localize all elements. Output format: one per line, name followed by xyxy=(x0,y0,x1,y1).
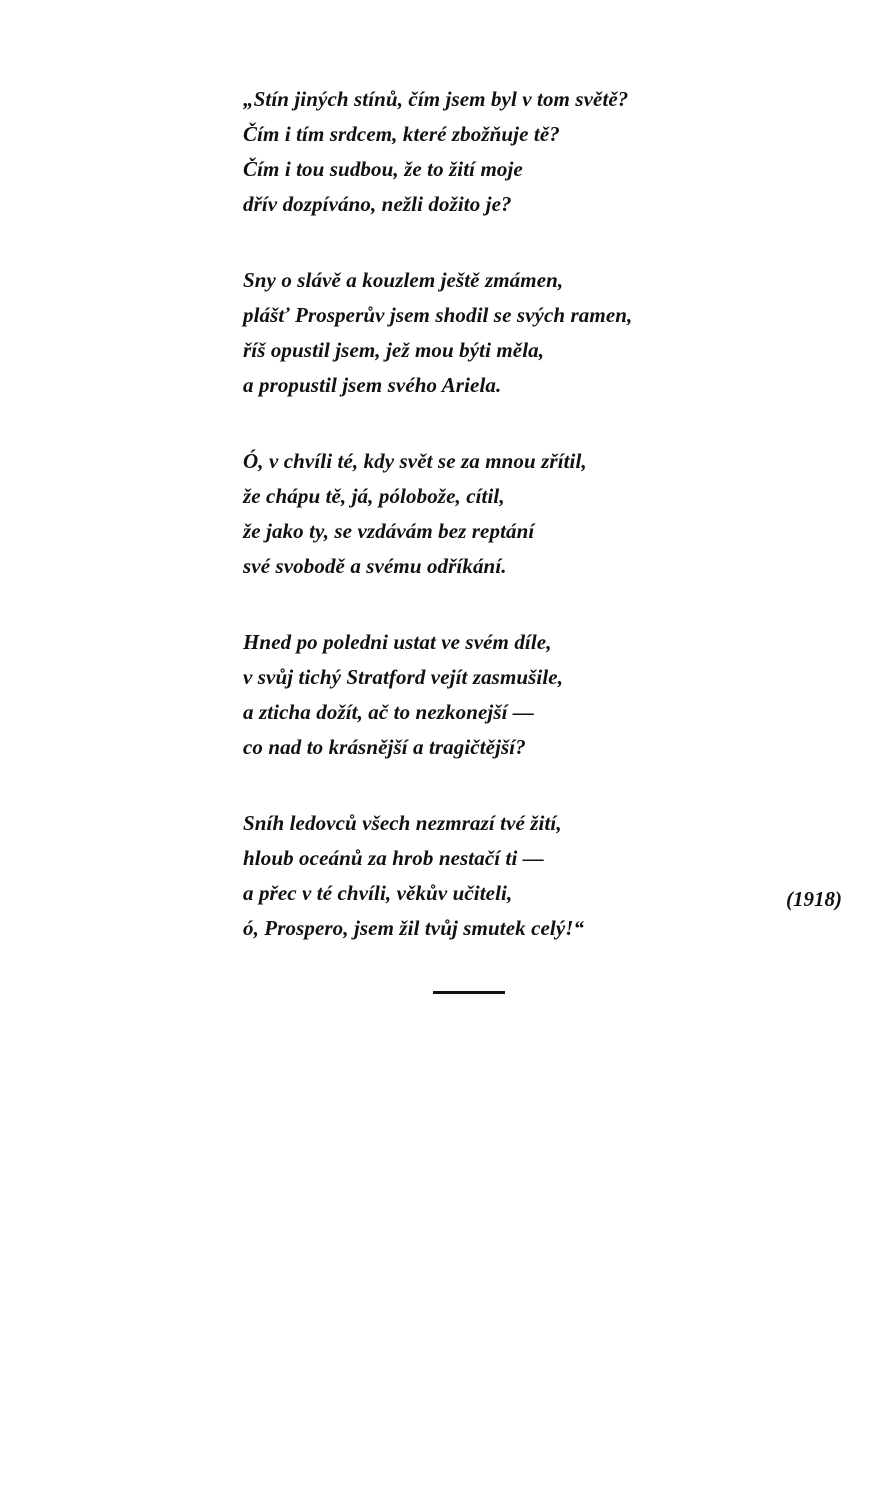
poem-line: ó, Prospero, jsem žil tvůj smutek celý!“ xyxy=(243,916,585,940)
stanza-3 xyxy=(243,444,803,584)
poem-line: že jako ty, se vzdávám bez reptání xyxy=(243,519,535,543)
poem-line: Sníh ledovců všech nezmrazí tvé žití, xyxy=(243,811,562,835)
poem-line: dřív dozpíváno, nežli dožito je? xyxy=(243,192,512,216)
poem-line: Ó, v chvíli té, kdy svět se za mnou zřítil, xyxy=(243,449,587,473)
stanza-1 xyxy=(243,82,803,222)
poem xyxy=(243,82,803,987)
stanza-2 xyxy=(243,263,803,403)
poem-year: (1918) xyxy=(786,887,842,911)
poem-line: Sny o slávě a kouzlem ještě zmámen, xyxy=(243,268,564,292)
poem-line: a propustil jsem svého Ariela. xyxy=(243,373,502,397)
poem-line: Hned po poledni ustat ve svém díle, xyxy=(243,630,552,654)
poem-line: v svůj tichý Stratford vejít zasmušile, xyxy=(243,665,564,689)
poem-line: plášť Prosperův jsem shodil se svých ramen, xyxy=(243,303,633,327)
poem-line: že chápu tě, já, pólobože, cítil, xyxy=(243,484,505,508)
poem-line: své svobodě a svému odříkání. xyxy=(243,554,507,578)
poem-line: Čím i tím srdcem, které zbožňuje tě? xyxy=(243,122,560,146)
poem-line: říš opustil jsem, jež mou býti měla, xyxy=(243,338,545,362)
poem-line: „Stín jiných stínů, čím jsem byl v tom světě? xyxy=(243,87,629,111)
poem-line: a zticha dožít, ač to nezkonejší — xyxy=(243,700,535,724)
poem-line: hloub oceánů za hrob nestačí ti — xyxy=(243,846,544,870)
stanza-5 xyxy=(243,806,803,946)
end-divider xyxy=(433,991,505,994)
poem-line: Čím i tou sudbou, že to žití moje xyxy=(243,157,523,181)
poem-line: a přec v té chvíli, věkův učiteli, xyxy=(243,881,513,905)
poem-line: co nad to krásnější a tragičtější? xyxy=(243,735,526,759)
stanza-4 xyxy=(243,625,803,765)
